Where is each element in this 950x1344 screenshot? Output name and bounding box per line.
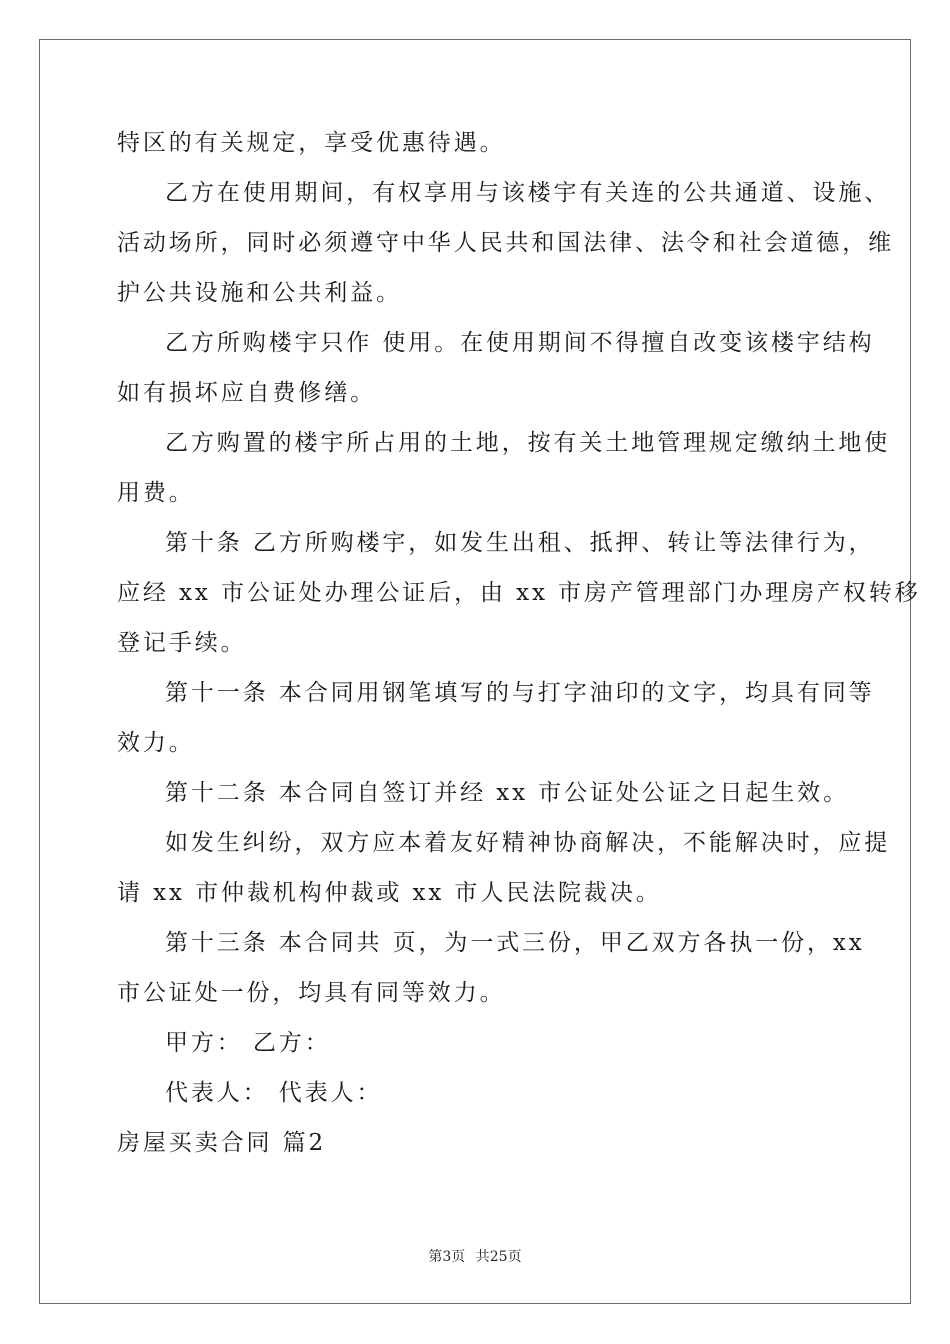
text-line: 市公证处一份，均具有同等效力。: [117, 980, 506, 1006]
text-line: 第十三条 本合同共 页，为一式三份，甲乙双方各执一份，xx: [165, 930, 865, 956]
text-line: 乙方在使用期间，有权享用与该楼宇有关连的公共通道、设施、: [165, 180, 891, 206]
page-footer: [0, 1246, 950, 1266]
page-total: 共25页: [475, 1249, 522, 1265]
text-line: 登记手续。: [117, 630, 247, 656]
text-line: 第十条 乙方所购楼宇，如发生出租、抵押、转让等法律行为，: [165, 530, 875, 556]
text-line: 效力。: [117, 730, 195, 756]
text-line: 乙方购置的楼宇所占用的土地，按有关土地管理规定缴纳土地使: [165, 430, 891, 456]
text-line: 如有损坏应自费修缮。: [117, 380, 376, 406]
text-line: 第十二条 本合同自签订并经 xx 市公证处公证之日起生效。: [165, 780, 849, 806]
text-line: 应经 xx 市公证处办理公证后，由 xx 市房产管理部门办理房产权转移: [117, 580, 921, 606]
text-line: 特区的有关规定，享受优惠待遇。: [117, 130, 506, 156]
text-line: 请 xx 市仲裁机构仲裁或 xx 市人民法院裁决。: [117, 880, 662, 906]
signature-party-line: 甲方： 乙方：: [165, 1030, 331, 1056]
text-line: 如发生纠纷，双方应本着友好精神协商解决，不能解决时，应提: [165, 830, 891, 856]
text-line: 第十一条 本合同用钢笔填写的与打字油印的文字，均具有同等: [165, 680, 875, 706]
text-line: 用费。: [117, 480, 195, 506]
text-line: 乙方所购楼宇只作 使用。在使用期间不得擅自改变该楼宇结构: [165, 330, 875, 356]
text-line: 活动场所，同时必须遵守中华人民共和国法律、法令和社会道德，维: [117, 230, 894, 256]
section-heading: 房屋买卖合同 篇2: [117, 1130, 327, 1156]
page-number: 第3页: [428, 1249, 466, 1265]
text-line: 护公共设施和公共利益。: [117, 280, 402, 306]
signature-representative-line: 代表人： 代表人：: [165, 1080, 383, 1106]
